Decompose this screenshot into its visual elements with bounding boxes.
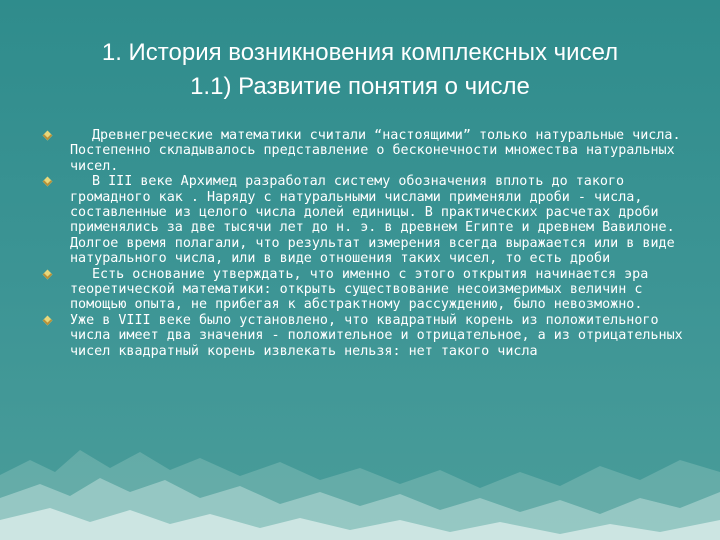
mountain-background-graphic xyxy=(0,380,720,540)
diamond-bullet-icon xyxy=(43,269,53,279)
list-item xyxy=(44,128,684,174)
list-item xyxy=(44,313,684,359)
diamond-bullet-icon xyxy=(43,315,53,325)
paragraph-text: Есть основание утверждать, что именно с этого открытия начинается эра теоретической математики: открыть существование несоизмеримых величин с помощью опыта, не прибегая к абстрактному рассуждению, было невозможно. xyxy=(70,266,649,313)
paragraph-text: Уже в VIII веке было установлено, что квадратный корень из положительного числа имеет два значения - положительное и отрицательное, а из отрицательных чисел квадратный корень извлекать нельзя: нет такого числа xyxy=(70,312,683,359)
paragraph-text: Древнегреческие математики считали “настоящими” только натуральные числа. Постепенно складывалось представление о бесконечности множества натуральных чисел. xyxy=(70,128,681,174)
bullet-list xyxy=(44,128,684,359)
title-line-2: 1.1) Развитие понятия о числе xyxy=(190,73,530,100)
slide-title xyxy=(30,36,690,104)
diamond-bullet-icon xyxy=(43,131,53,141)
diamond-bullet-icon xyxy=(43,177,53,187)
paragraph-text: В III веке Архимед разработал систему обозначения вплоть до такого громадного как . Наряду с натуральными числами применяли дроби - числа, составленные из целого числа долей единицы. В практических расчетах дроби применялись за две тысячи лет до н. э. в древнем Египте и древнем Вавилоне. Долгое время полагали, что результат измерения всегда выражается или в виде натурального числа, или в виде отношения таких чисел, то есть дроби xyxy=(70,174,675,267)
title-line-1: 1. История возникновения комплексных чисел xyxy=(101,39,619,66)
list-item xyxy=(44,174,684,266)
list-item xyxy=(44,267,684,313)
